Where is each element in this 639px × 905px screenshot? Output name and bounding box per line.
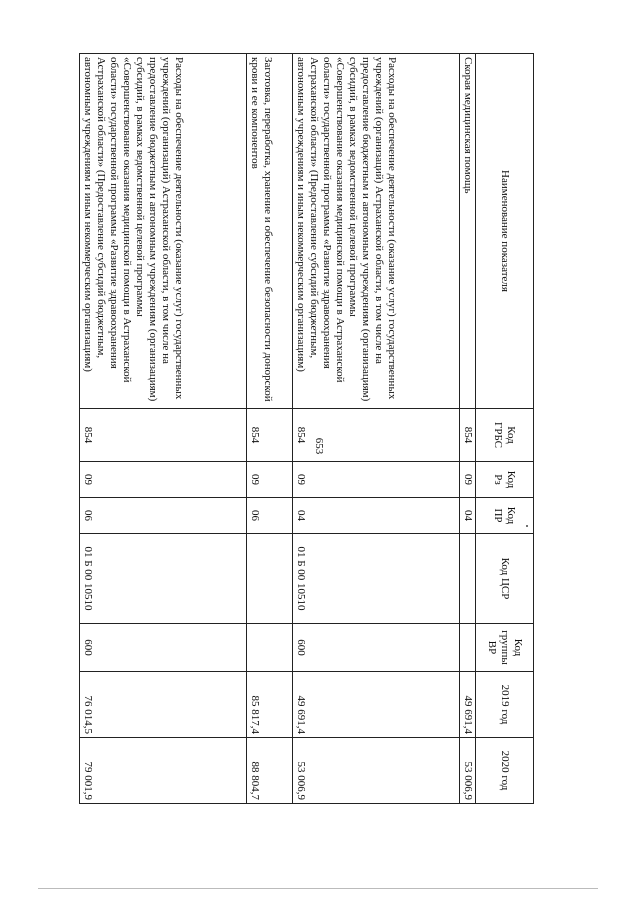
row-2020: 79 001,9 bbox=[80, 738, 247, 804]
header-csr: Код ЦСР bbox=[476, 534, 534, 624]
table-row bbox=[292, 54, 459, 804]
row-name: Расходы на обеспечение деятельности (оказание услуг) государственных учреждений (организаций) Астраханской области, в том числе на предоставление бюджетным и автономным учреждениям (организациям) субсидий, в рамках ведомственной целевой программы «Совершенствование оказания медицинской помощи в Астраханской области» государственной программы «Развитие здравоохранения Астраханской области» (Предоставление субсидий бюджетным, автономным учреждениям и иным некоммерческим организациям) bbox=[80, 54, 247, 409]
row-2019: 49 691,4 bbox=[292, 672, 459, 738]
row-grbs: 854 bbox=[460, 409, 476, 462]
row-2019: 76 014,5 bbox=[80, 672, 247, 738]
header-name: Наименование показателя bbox=[476, 54, 534, 409]
row-2020: 88 804,7 bbox=[247, 738, 292, 804]
row-grbs: 854 bbox=[292, 409, 459, 462]
row-vr bbox=[460, 624, 476, 672]
row-2019: 49 691,4 bbox=[460, 672, 476, 738]
row-2020: 53 006,9 bbox=[460, 738, 476, 804]
table-row bbox=[460, 54, 476, 804]
row-csr bbox=[247, 534, 292, 624]
table-row bbox=[247, 54, 292, 804]
row-rz: 09 bbox=[460, 462, 476, 498]
row-2019: 85 817,4 bbox=[247, 672, 292, 738]
header-2020: 2020 год bbox=[476, 738, 534, 804]
row-name: Расходы на обеспечение деятельности (оказание услуг) государственных учреждений (организаций) Астраханской области, в том числе на предоставление бюджетным и автономным учреждениям (организациям) субсидий, в рамках ведомственной целевой программы «Совершенствование оказания медицинской помощи в Астраханской области» государственной программы «Развитие здравоохранения Астраханской области» (Предоставление субсидий бюджетным, автономным учреждениям и иным некоммерческим организациям) bbox=[292, 54, 459, 409]
row-vr: 600 bbox=[80, 624, 247, 672]
budget-table bbox=[79, 53, 534, 804]
row-name: Скорая медицинская помощь bbox=[460, 54, 476, 409]
row-pr: 06 bbox=[80, 498, 247, 534]
header-grbs: Код ГРБС bbox=[476, 409, 534, 462]
row-name: Заготовка, переработка, хранение и обеспечение безопасности донорской крови и ее компонентов bbox=[247, 54, 292, 409]
row-csr: 01 Б 00 10510 bbox=[80, 534, 247, 624]
header-pr: Код ПР bbox=[476, 498, 534, 534]
row-rz: 09 bbox=[80, 462, 247, 498]
page-bottom-edge bbox=[38, 888, 598, 889]
header-rz: Код Рз bbox=[476, 462, 534, 498]
row-pr: 04 bbox=[292, 498, 459, 534]
row-2020: 53 006,9 bbox=[292, 738, 459, 804]
row-grbs: 854 bbox=[80, 409, 247, 462]
row-csr: 01 Б 00 10510 bbox=[292, 534, 459, 624]
row-grbs: 854 bbox=[247, 409, 292, 462]
header-row bbox=[476, 54, 534, 804]
row-pr: 04 bbox=[460, 498, 476, 534]
row-rz: 09 bbox=[247, 462, 292, 498]
row-vr: 600 bbox=[292, 624, 459, 672]
table-row bbox=[80, 54, 247, 804]
row-vr bbox=[247, 624, 292, 672]
row-csr bbox=[460, 534, 476, 624]
header-vr: Код группы ВР bbox=[476, 624, 534, 672]
row-pr: 06 bbox=[247, 498, 292, 534]
row-rz: 09 bbox=[292, 462, 459, 498]
header-2019: 2019 год bbox=[476, 672, 534, 738]
scan-speck bbox=[526, 525, 528, 527]
page-number: 653 bbox=[313, 437, 325, 455]
budget-table-rotated bbox=[79, 53, 534, 803]
